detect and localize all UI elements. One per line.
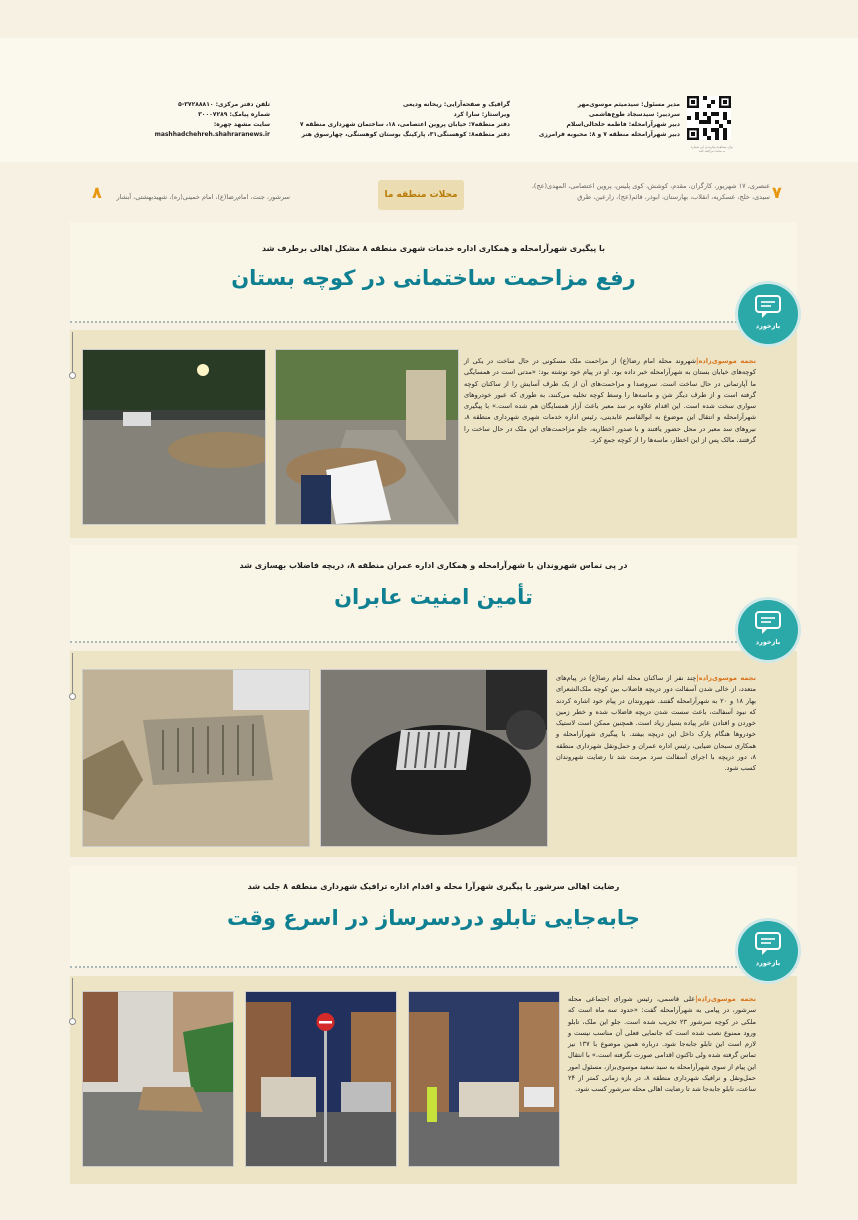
section-badge: محلات منطقه ما xyxy=(378,180,464,210)
area-list-right: عنصری، ۱۷ شهریور، کارگران، مقدم، کوشش، کوی پلیس، پروین اعتصامی، المهدی(عج)، سیدی، خلج، عسکریه، انقلاب، بهارستان، ابوذر، قائم(عج)، زارعین، طرق xyxy=(531,182,770,201)
feedback-label: بازخورد xyxy=(755,638,781,646)
photo-sign-night xyxy=(245,991,397,1167)
timeline-dot xyxy=(69,372,76,379)
photo-street-night xyxy=(82,349,266,525)
credits-middle: گرافیک و صفحه‌آرایی: ریحانه ودیعی ویراستار: سارا کرد دفتر منطقه۷: خیابان پروین اعتصامی، ۱۸، ساختمان شهرداری منطقه ۷ دفتر منطقه۸: کوهسنگی۳۱، پارکینگ بوستان کوهسنگی، چهارسوق هنر xyxy=(299,101,510,138)
timeline-line xyxy=(72,653,73,693)
divider xyxy=(70,966,797,968)
byline: نجمه موسوی‌زاده| xyxy=(696,357,756,365)
page-number-left: ۸ xyxy=(92,183,102,202)
article-kicker: با پیگیری شهرآرامحله و همکاری اداره خدمات شهری منطقه ۸ مشکل اهالی برطرف شد xyxy=(261,244,606,253)
divider xyxy=(70,321,797,323)
timeline-dot xyxy=(69,693,76,700)
timeline-line xyxy=(72,978,73,1018)
article-text: نجمه موسوی‌زاده|شهروند محله امام رضا(ع) از مزاحمت ملک مسکونی در حال ساخت در یکی از کوچه‌های خیابان بستان به شهرآرامحله خبر داده بود. او در پیام خود نوشته بود: «مدتی است در همسایگی ما آپارتمانی در حال ساخت است. سروصدا و مزاحمت‌های آن از یک طرف آسایش را از ساکنان کوچه گرفته است و از طرف دیگر شن و ماسه‌ها را وسط کوچه تخلیه می‌کنند، به طوری که عبور خودروهای سواری سخت شده است. این اقدام علاوه بر سد معبر باعث آزار همسایگان هم شده است.» با پیگیری شهرآرامحله و انتقال این موضوع به ابوالقاسم عابدینی، رئیس اداره خدمات شهری شهرداری منطقه ۸، نیروهای سد معبر در محل حضور یافتند و با صدور اخطاریه، جلو مزاحمت‌های این ملک در حال ساخت را گرفتند. مالک پس از این اخطار، ماسه‌ها را از کوچه جمع کرد. xyxy=(464,357,756,445)
website-link[interactable]: mashhadchehreh.shahraranews.ir xyxy=(154,131,270,138)
feedback-badge-2[interactable] xyxy=(738,600,798,660)
photo-drain-repaired xyxy=(320,669,548,847)
feedback-label: بازخورد xyxy=(755,959,781,967)
article-2 xyxy=(70,545,797,857)
divider xyxy=(70,641,797,643)
qr-caption: برای مشاهده پیکربندی این شماره به سایت مراجعه کنید xyxy=(690,145,734,153)
timeline-dot xyxy=(69,1018,76,1025)
byline: نجمه موسوی‌زاده| xyxy=(695,995,756,1003)
feedback-badge-1[interactable] xyxy=(738,284,798,344)
area-list-left: سرشور، جنت، امام‌رضا(ع)، امام خمینی(ره)، شهیدبهشتی، آبشار xyxy=(116,193,290,201)
photo-alley-day xyxy=(82,991,234,1167)
photo-street-paper xyxy=(275,349,459,525)
article-title: تأمین امنیت عابران xyxy=(334,585,533,609)
article-kicker: در پی تماس شهروندان با شهرآرامحله و همکاری اداره عمران منطقه ۸، دریچه فاضلاب بهسازی شد xyxy=(239,561,628,570)
article-3 xyxy=(70,866,797,1184)
page-number-right: ۷ xyxy=(772,183,782,202)
photo-drain-broken xyxy=(82,669,310,847)
article-title: رفع مزاحمت ساختمانی در کوچه بستان xyxy=(231,266,636,290)
timeline-line xyxy=(72,332,73,372)
feedback-label: بازخورد xyxy=(755,322,781,330)
feedback-badge-3[interactable] xyxy=(738,921,798,981)
article-text: نجمه موسوی‌زاده|چند نفر از ساکنان محله امام رضا(ع) در پیام‌های متعدد، از خالی شدن آسفالت دور دریچه فاضلاب بین کوچه ملک‌الشعرای بهار ۱۸ و ۲۰ به شهرآرامحله گفتند. شهروندان در پیام خود اشاره کردند که نبود آسفالت، باعث سست شدن دریچه فاضلاب شده و خطر زمین خوردن و افتادن عابر پیاده بسیار زیاد است. همچنین ممکن است لاستیک خودروها هنگام پارک داخل این دریچه بیفتد. با پیگیری شهرآرامحله و همکاری سبحان ضیایی، رئیس اداره عمران و حمل‌ونقل شهرداری منطقه ۸، دور دریچه با اجرای آسفالت سرد مرمت شد تا رضایت شهروندان کسب شود. xyxy=(556,674,757,773)
article-text: نجمه موسوی‌زاده|علی قاسمی، رئیس شورای اجتماعی محله سرشور، در پیامی به شهرآرامحله گفت: «حدود سه ماه است که ملکی در کوچه سرشور ۲۳ تخریب شده است. جلو این ملک، تابلو ورود ممنوع نصب شده است که جانمایی فعلی آن مناسب نیست و لازم است این تابلو جابه‌جا شود. درباره همین موضوع با ۱۳۷ نیز تماس گرفته شده ولی تاکنون اقدامی صورت نگرفته است.» با انتقال این پیام از سوی شهرآرامحله به سید سعید موسوی‌بزاز، مسئول امور حمل‌ونقل و ترافیک شهرداری منطقه ۸، در بازه زمانی کمتر از ۲۴ ساعت، تابلو جابه‌جا شد تا رضایت اهالی محله سرشور کسب شود. xyxy=(568,995,757,1094)
article-title: جابه‌جایی تابلو دردسرساز در اسرع وقت xyxy=(227,906,640,930)
credits-right: مدیر مسئول: سیدمیثم موسوی‌مهر سردبیر: سیدسجاد طوع‌هاشمی دبیر شهرآرامحله: فاطمه خلخالی‌اسلام دبیر شهرآرامحله منطقه ۷ و ۸: محبوبه فرامرزی xyxy=(538,101,680,138)
qr-code[interactable] xyxy=(687,96,731,140)
byline: نجمه موسوی‌زاده| xyxy=(696,674,757,682)
article-kicker: رضایت اهالی سرشور با پیگیری شهرآرا محله و اقدام اداره ترافیک شهرداری منطقه ۸ جلب شد xyxy=(247,882,620,891)
photo-sign-worker xyxy=(408,991,560,1167)
credits-left: تلفن دفتر مرکزی: ۳۷۲۸۸۸۱۰-۵ شماره پیامک: ۳۰۰۰۷۲۸۹ سایت مشهد چهره: mashhadchehreh.shahraranews.ir xyxy=(130,100,270,140)
article-1 xyxy=(70,222,797,538)
